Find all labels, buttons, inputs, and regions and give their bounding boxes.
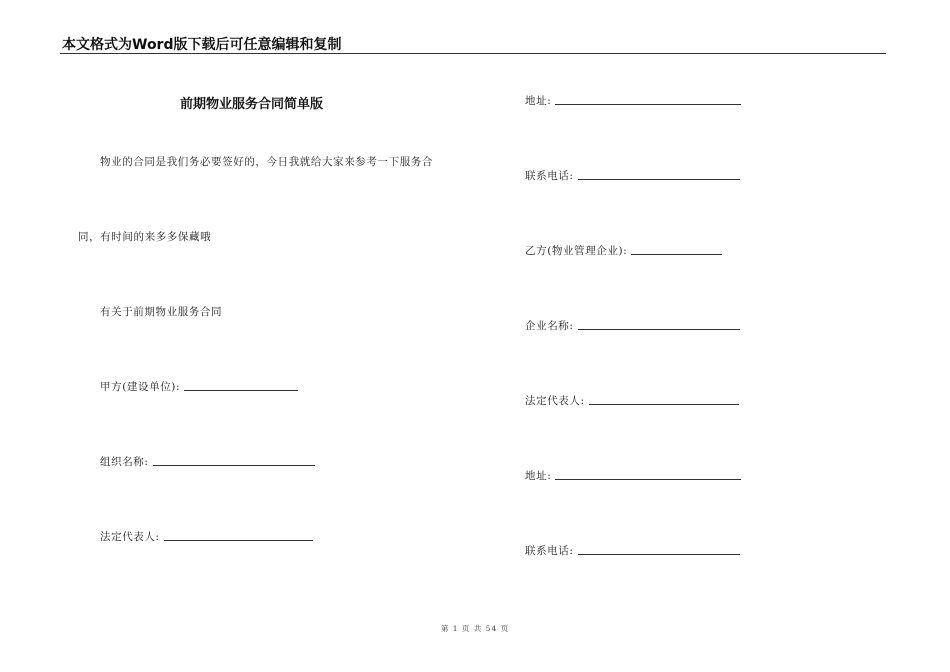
section-heading: 有关于前期物业服务合同 (100, 306, 223, 318)
field-legal-representative-b (525, 393, 739, 408)
fill-in-blank (631, 253, 722, 255)
field-label: 法定代表人: (525, 395, 585, 407)
fill-in-blank (578, 328, 740, 330)
field-party-a (100, 379, 298, 394)
field-phone-a (525, 168, 740, 183)
field-label: 企业名称: (525, 320, 574, 332)
field-label: 联系电话: (525, 545, 574, 557)
fill-in-blank (555, 478, 741, 480)
field-label: 地址: (525, 470, 552, 482)
fill-in-blank (164, 539, 313, 541)
fill-in-blank (184, 389, 298, 391)
field-address-b (525, 468, 741, 483)
field-label: 法定代表人: (100, 531, 160, 543)
field-label: 联系电话: (525, 170, 574, 182)
field-phone-b (525, 543, 740, 558)
document-title: 前期物业服务合同简单版 (180, 97, 324, 112)
field-label: 乙方(物业管理企业): (525, 245, 628, 257)
field-company-name (525, 318, 740, 333)
header-divider (60, 53, 886, 54)
field-party-b (525, 243, 722, 258)
intro-paragraph-line-2: 同，有时间的来多多保藏哦 (78, 231, 212, 243)
field-label: 甲方(建设单位): (100, 381, 181, 393)
fill-in-blank (578, 553, 740, 555)
fill-in-blank (555, 103, 741, 105)
field-label: 组织名称: (100, 456, 149, 468)
page-number: 第 1 页 共 54 页 (440, 624, 510, 633)
fill-in-blank (578, 178, 740, 180)
fill-in-blank (589, 403, 739, 405)
field-organization-name (100, 454, 315, 469)
intro-paragraph-line-1: 物业的合同是我们务必要签好的，今日我就给大家来参考一下服务合 (100, 156, 433, 168)
header-banner: 本文格式为Word版下载后可任意编辑和复制 (62, 37, 342, 53)
field-label: 地址: (525, 95, 552, 107)
fill-in-blank (153, 464, 315, 466)
field-legal-representative-a (100, 529, 313, 544)
field-address-a (525, 93, 741, 108)
